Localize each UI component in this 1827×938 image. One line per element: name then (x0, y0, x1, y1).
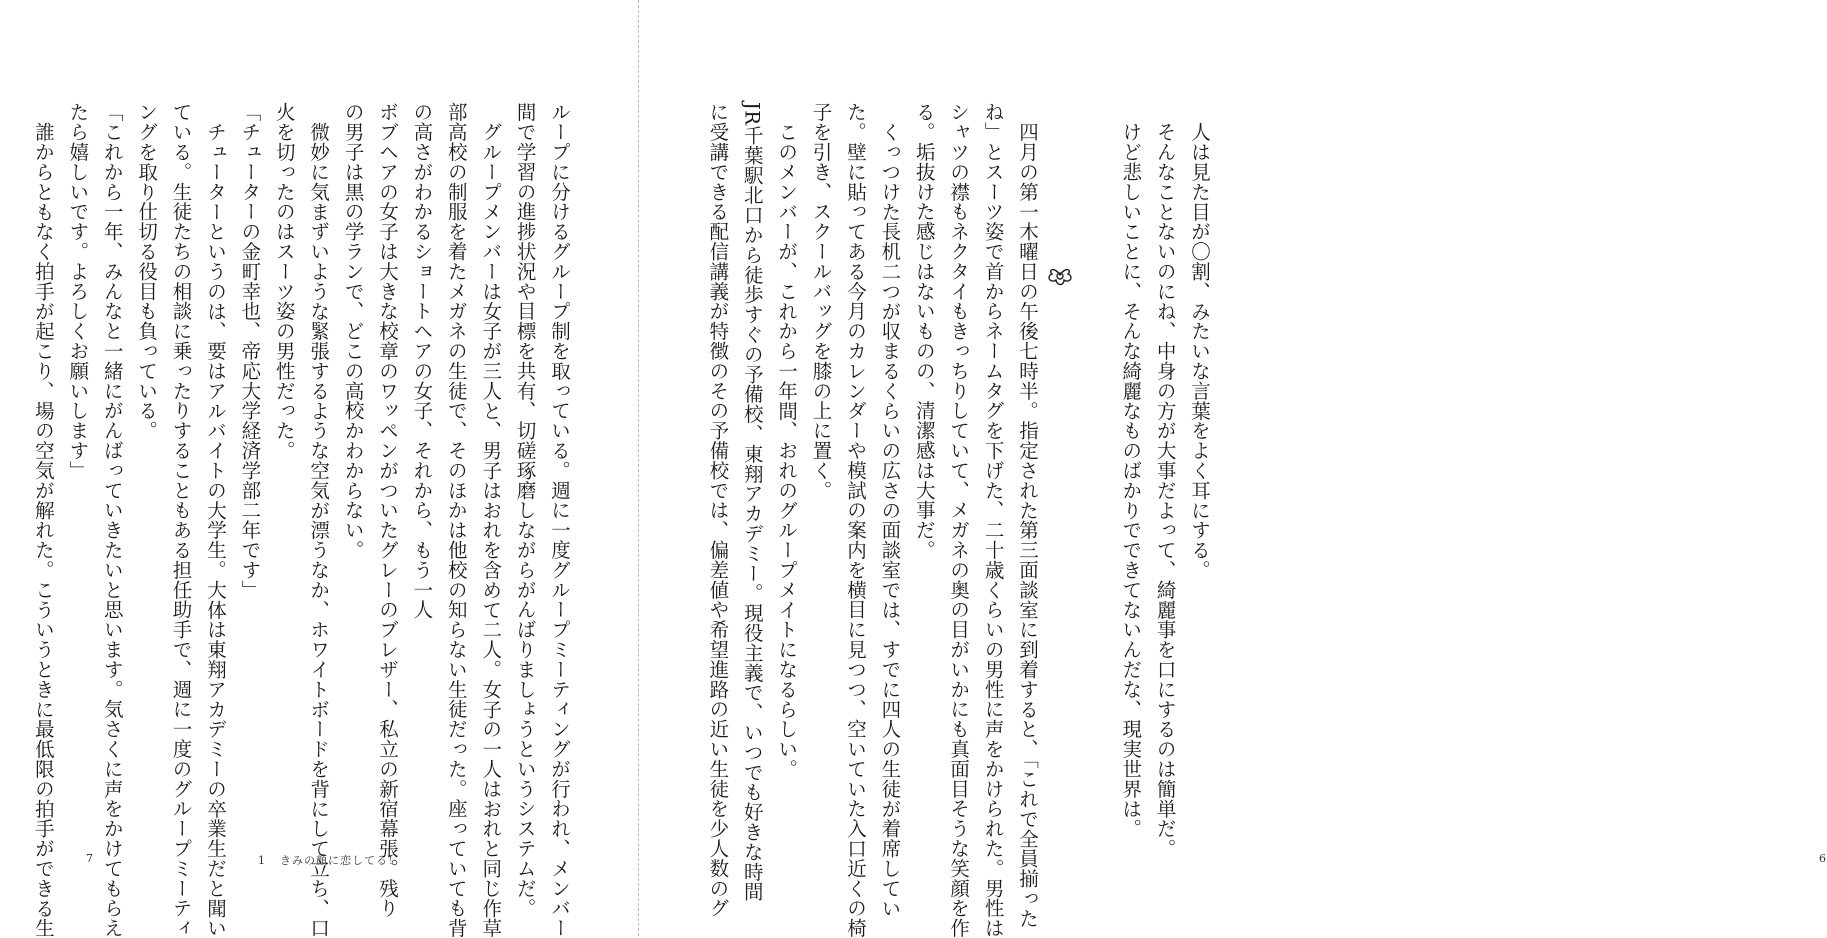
body-line: ボブヘアの女子は大きな校章のワッペンがついたグレーのブレザー、私立の新宿幕張。残り (375, 102, 399, 918)
body-line: このメンバーが、これから一年間、おれのグループメイトになるらしい。 (775, 121, 799, 779)
body-line: くっつけた長机二つが収まるくらいの広さの面談室では、すでに四人の生徒が着席してい (878, 121, 902, 918)
body-line: 誰からともなく拍手が起こり、場の空気が解れた。こういうときに最低限の拍手ができる生 (31, 121, 55, 938)
body-line: た。壁に貼ってある今月のカレンダーや模試の案内を横目に見つつ、空いていた入口近くの椅 (843, 102, 867, 938)
body-line: シャツの襟もネクタイもきっちりしていて、メガネの奥の目がいかにも真面目そうな笑顔を作 (947, 102, 971, 938)
dialogue-line: たら嬉しいです。よろしくお願いします」 (66, 102, 90, 481)
body-line: ている。生徒たちの相談に乗ったりすることもある担任助手で、週に一度のグループミーティ (169, 102, 193, 938)
body-line: ね」とスーツ姿で首からネームタグを下げた、二十歳くらいの男性に声をかけられた。男性は (981, 102, 1005, 938)
body-line: の高さがわかるショートヘアの女子、それから、もう一人 (410, 102, 434, 620)
body-line: そんなことないのにね、中身の方が大事だよって、綺麗事を口にするのは簡単だ。 (1153, 121, 1177, 858)
body-line: グループメンバーは女子が三人と、男子はおれを含めて二人。女子の一人はおれと同じ作草 (479, 121, 503, 938)
body-line: けど悲しいことに、そんな綺麗なものばかりでできてないんだな、現実世界は。 (1119, 121, 1143, 838)
right-page (639, 0, 1827, 938)
body-line: ングを取り仕切る役目も負っている。 (135, 102, 159, 441)
body-line: 部高校の制服を着たメガネの生徒で、そのほかは他校の知らない生徒だった。座っていても背 (444, 102, 468, 938)
body-line: 子を引き、スクールバッグを膝の上に置く。 (809, 102, 833, 500)
left-page (0, 0, 638, 936)
body-line: る。垢抜けた感じはないものの、清潔感は大事だ。 (912, 102, 936, 560)
body-line: 微妙に気まずいような緊張するような空気が漂うなか、ホワイトボードを背にして立ち、口 (307, 121, 331, 938)
dialogue-line: 「チューターの金町幸也、帝応大学経済学部二年です」 (238, 102, 262, 600)
chapter-number: 1 (258, 854, 266, 867)
flower-ornament-icon (1044, 262, 1076, 288)
body-line: ループに分けるグループ制を取っている。週に一度グループミーティングが行われ、メンバー (548, 102, 571, 938)
body-line: JR千葉駅北口から徒歩すぐの予備校、東翔アカデミー。現役主義で、いつでも好きな時間 (740, 102, 764, 902)
right-page-body (706, 102, 1216, 938)
page-number-right: 6 (1819, 852, 1827, 865)
body-line: に受講できる配信講義が特徴のその予備校では、偏差値や希望進路の近い生徒を少人数のグ (706, 102, 730, 918)
body-line: チューターというのは、要はアルバイトの大学生。大体は東翔アカデミーの卒業生だと聞い (203, 121, 227, 938)
chapter-title: きみの顔に恋してる！ (280, 854, 400, 867)
page-number-left: 7 (86, 852, 94, 865)
dialogue-line: 「これから一年、みんなと一緒にがんばっていきたいと思います。気さくに声をかけてもらえ (100, 102, 124, 938)
body-line: の男子は黒の学ランで、どこの高校かわからない。 (341, 102, 365, 560)
body-line: 四月の第一木曜日の午後七時半。指定された第三面談室に到着すると、「これで全員揃った (1015, 121, 1039, 928)
running-head (258, 852, 400, 868)
body-line: 人は見た目が〇割、みたいな言葉をよく耳にする。 (1188, 121, 1211, 580)
body-line: 火を切ったのはスーツ姿の男性だった。 (272, 102, 296, 461)
body-line: 間で学習の進捗状況や目標を共有、切磋琢磨しながらがんばりましょうというシステムだ。 (513, 102, 537, 918)
